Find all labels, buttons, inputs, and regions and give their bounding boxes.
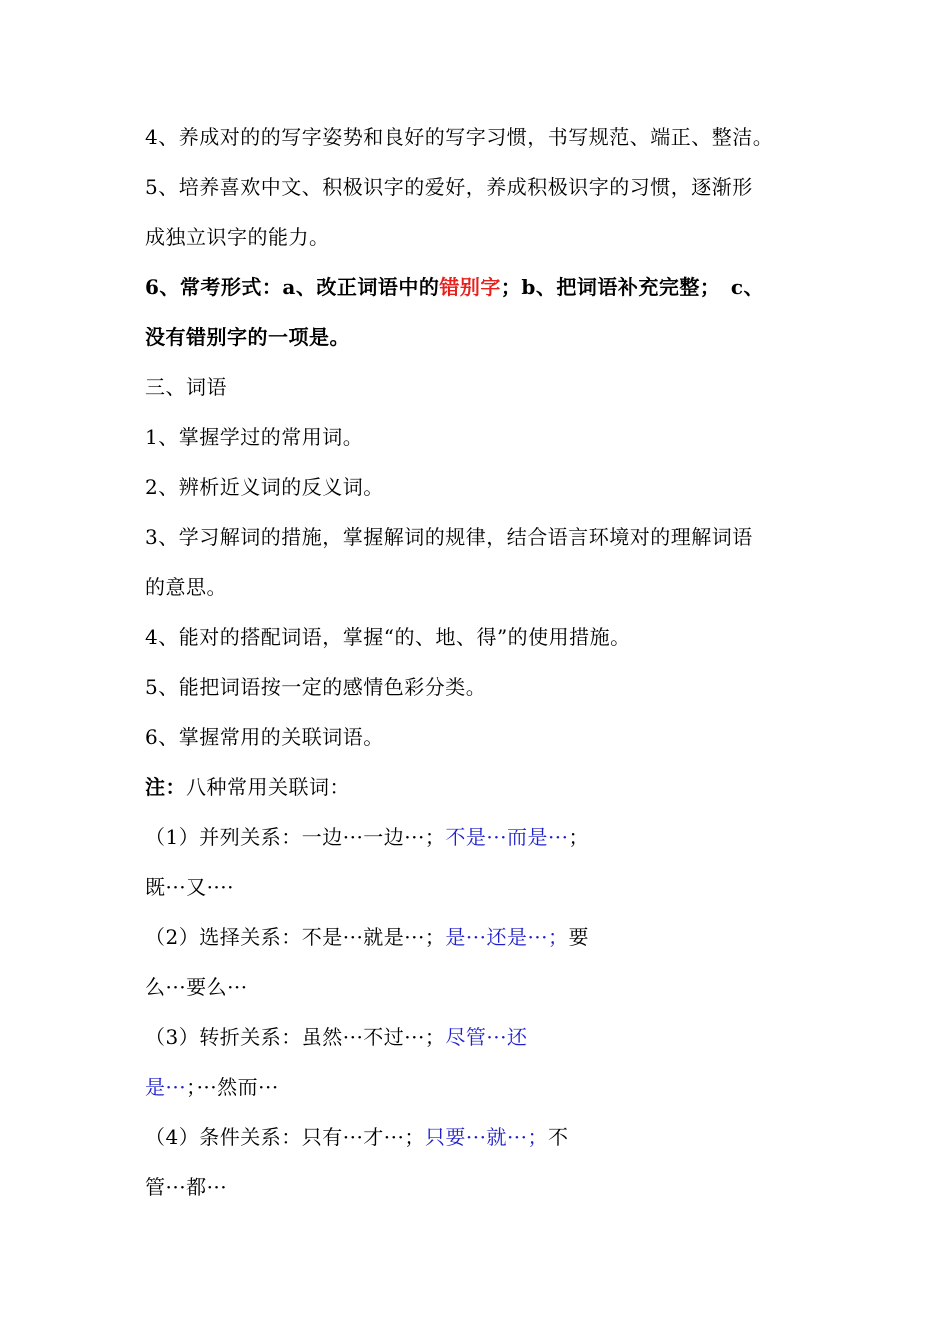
text-line-5: 没有错别字的一项是。 [145, 325, 350, 349]
conjunction-choice-cont: 么···要么··· [145, 975, 248, 999]
condition-blue-text: 只要···就···； [424, 1125, 549, 1149]
turn-text: （3）转折关系：虽然···不过···； [145, 1025, 446, 1049]
text-line-9: 3、学习解词的措施，掌握解词的规律，结合语言环境对的理解词语 [145, 525, 753, 549]
parallel-text: （1）并列关系：一边···一边···； [145, 825, 446, 849]
typo-highlight: 错别字 [439, 275, 501, 299]
conjunction-condition-cont: 管···都··· [145, 1175, 228, 1199]
choice-end: 要 [568, 925, 590, 949]
note-label: 注： [145, 775, 186, 799]
note-line [145, 762, 810, 812]
parallel-blue-text: 不是···而是··· [445, 825, 569, 849]
condition-text: （4）条件关系：只有···才···； [145, 1125, 425, 1149]
condition-end: 不 [548, 1125, 569, 1149]
parallel-end: ； [568, 825, 590, 849]
conjunction-parallel-cont: 既···又···· [145, 875, 235, 899]
text-line-8: 2、辨析近义词的反义词。 [145, 475, 384, 499]
text-line-12: 5、能把词语按一定的感情色彩分类。 [145, 675, 487, 699]
text-line-2: 5、培养喜欢中文、积极识字的爱好，养成积极识字的习惯，逐渐形 [145, 175, 753, 199]
conjunction-parallel [145, 812, 810, 862]
choice-blue-text: 是···还是···； [445, 925, 569, 949]
conjunction-turn [145, 1012, 810, 1062]
text-line-10: 的意思。 [145, 575, 227, 599]
conjunction-condition [145, 1112, 810, 1162]
turn-cont-text: ；···然而··· [186, 1075, 279, 1099]
conjunction-choice [145, 912, 810, 962]
turn-blue-text: 尽管···还 [445, 1025, 528, 1049]
conjunction-turn-cont [145, 1062, 810, 1112]
exam-forms-suffix: ；b、把词语补充完整； c、 [500, 275, 765, 299]
text-line-11: 4、能对的搭配词语，掌握“的、地、得”的使用措施。 [145, 625, 631, 649]
document-page [145, 112, 810, 1212]
section-heading-words: 三、词语 [145, 375, 227, 399]
text-line-1: 4、养成对的的写字姿势和良好的写字习惯，书写规范、端正、整洁。 [145, 125, 774, 149]
turn-cont-blue-text: 是··· [145, 1075, 187, 1099]
text-line-13: 6、掌握常用的关联词语。 [145, 725, 384, 749]
text-line-3: 成独立识字的能力。 [145, 225, 330, 249]
note-text: 八种常用关联词： [186, 775, 350, 799]
text-line-7: 1、掌握学过的常用词。 [145, 425, 364, 449]
choice-text: （2）选择关系：不是···就是···； [145, 925, 446, 949]
exam-forms-prefix: 6、常考形式：a、改正词语中的 [145, 275, 440, 299]
text-line-4 [145, 262, 810, 312]
